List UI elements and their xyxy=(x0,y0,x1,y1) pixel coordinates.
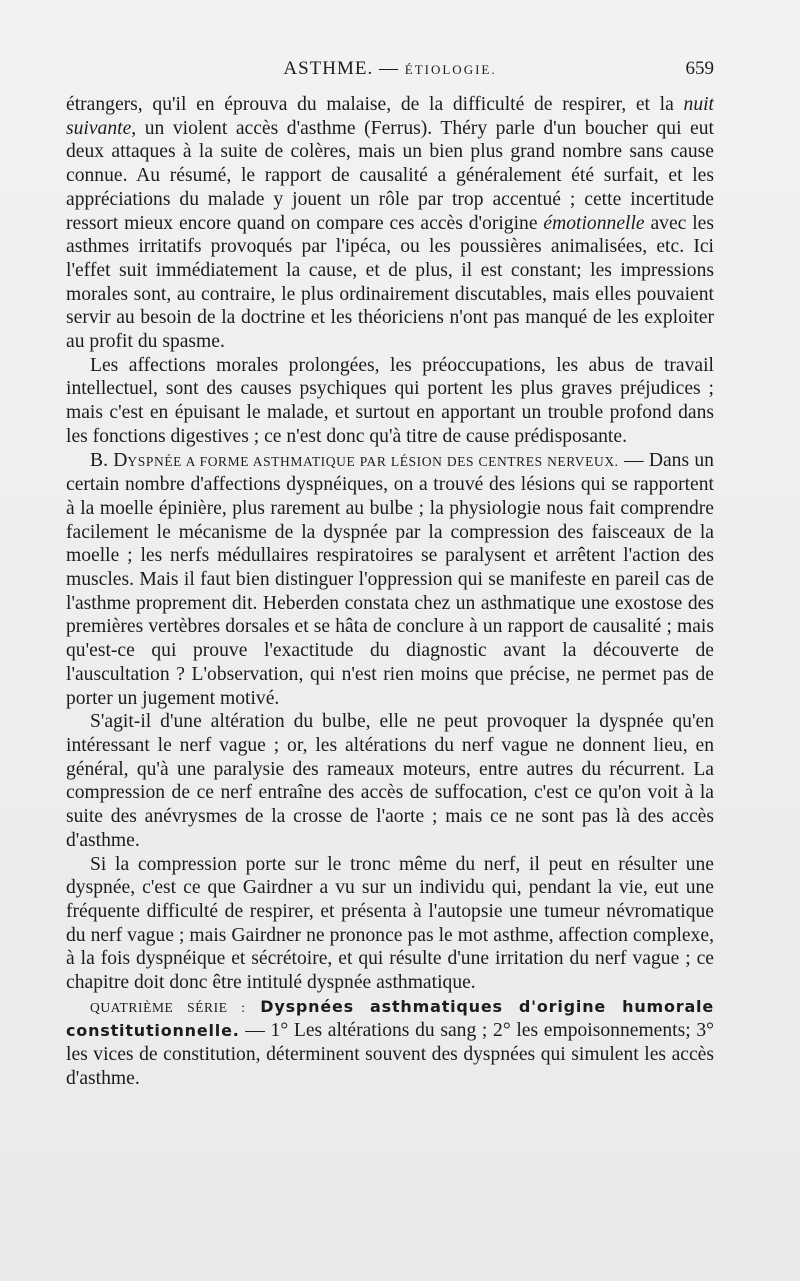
paragraph-6 xyxy=(66,995,714,1091)
running-title xyxy=(66,58,714,80)
page-body xyxy=(66,93,714,1263)
italic-nuit-suivante: nuit suivante, xyxy=(66,94,714,139)
paragraph-1-text-c: un violent accès d'asthme (Ferrus). Théry parle d'un boucher qui eut deux attaques à la suite de colères, mais un bien plus grand nombre sans cause connue. Au résumé, le rapport de causalité a généralement été surfait, et les appréciations du malade y jouent un rôle par trop accentué ; cette incertitude ressort mieux encore quand on compare ces accès d'origine xyxy=(66,117,714,234)
paragraph-1-text-a: étrangers, qu'il en éprouva du malaise, de la difficulté de respirer, et la xyxy=(66,94,684,115)
italic-emotionnelle: émotionnelle xyxy=(543,212,645,234)
running-header xyxy=(66,58,714,86)
header-title: ASTHME. xyxy=(283,58,374,79)
header-dash: — xyxy=(379,58,400,79)
paragraph-2: Les affections morales prolongées, les préoccupations, les abus de travail intellectuel, sont des causes psychiques qui portent les plus graves préjudices ; mais c'est en épuisant le malade, et surtout en apportant un trouble profond dans les fonctions digestives ; ce n'est donc qu'à titre de cause prédisposante. xyxy=(66,354,714,447)
paragraph-3-text: — Dans un certain nombre d'affections dyspnéiques, on a trouvé des lésions qui se rapportent à la moelle épinière, plus rarement au bulbe ; la physiologie nous fait comprendre facilement le mécanisme de la dyspnée par la compression des faisceaux de la moelle ; les nerfs médullaires respiratoires se paralysent et arrêtent l'action des muscles. Mais il faut bien distinguer l'oppression qui se manifeste en pareil cas de l'asthme proprement dit. Heberden constata chez un asthmatique une exostose des premières vertèbres dorsales et se hâta de conclure à un rapport de causalité ; mais qu'est-ce qui prouve l'exactitude du diagnostic avant la découverte de l'auscultation ? L'observation, qui n'est rien moins que précise, ne permet pas de porter un jugement motivé. xyxy=(66,449,714,709)
header-section: ÉTIOLOGIE. xyxy=(404,62,497,77)
section-b-label: B. D xyxy=(90,449,128,471)
paragraph-1-text-e: avec les asthmes irritatifs provoqués par l'ipéca, ou les poussières animalisées, etc. Ici l'effet suit immédiatement la cause, et de plus, il est constant; les impressions morales sont, au contraire, le plus ordinairement discutables, mais elles pouvaient servir au besoin de la doctrine et les théoriciens n'ont pas manqué de les exploiter au profit du spasme. xyxy=(66,212,714,353)
paragraph-3 xyxy=(66,449,714,711)
series-label: QUATRIÈME SÉRIE : xyxy=(90,999,246,1015)
paragraph-4: S'agit-il d'une altération du bulbe, elle ne peut provoquer la dyspnée qu'en intéressant le nerf vague ; or, les altérations du nerf vague ne donnent lieu, en général, qu'à une paralysie des rameaux moteurs, entre autres du récurrent. La compression de ce nerf entraîne des accès de suffocation, c'est ce qu'on voit à la suite des anévrysmes de la crosse de l'aorte ; mais ce ne sont pas là des accès d'asthme. xyxy=(66,711,714,851)
page-number: 659 xyxy=(685,58,714,79)
paragraph-5: Si la compression porte sur le tronc même du nerf, il peut en résulter une dyspnée, c'est ce que Gairdner a vu sur un individu qui, pendant la vie, eut une fréquente difficulté de respirer, et présenta à l'autopsie une tumeur névromatique du nerf vague ; mais Gairdner ne prononce pas le mot asthme, affection complexe, à la fois dyspnéique et sécrétoire, et qui résulte d'une irritation du nerf vague ; ce chapitre doit donc être intitulé dyspnée asthmatique. xyxy=(66,853,714,994)
series-heading: Dyspnées asthmatiques d'origine humorale constitutionnelle. xyxy=(66,996,714,1041)
section-b-heading: YSPNÉE A FORME ASTHMATIQUE PAR LÉSION DES CENTRES NERVEUX. xyxy=(127,453,619,469)
paragraph-1 xyxy=(66,93,714,354)
paragraph-6-text: — 1° Les altérations du sang ; 2° les empoisonnements; 3° les vices de constitution, déterminent souvent des dyspnées qui simulent les accès d'asthme. xyxy=(66,1020,714,1089)
